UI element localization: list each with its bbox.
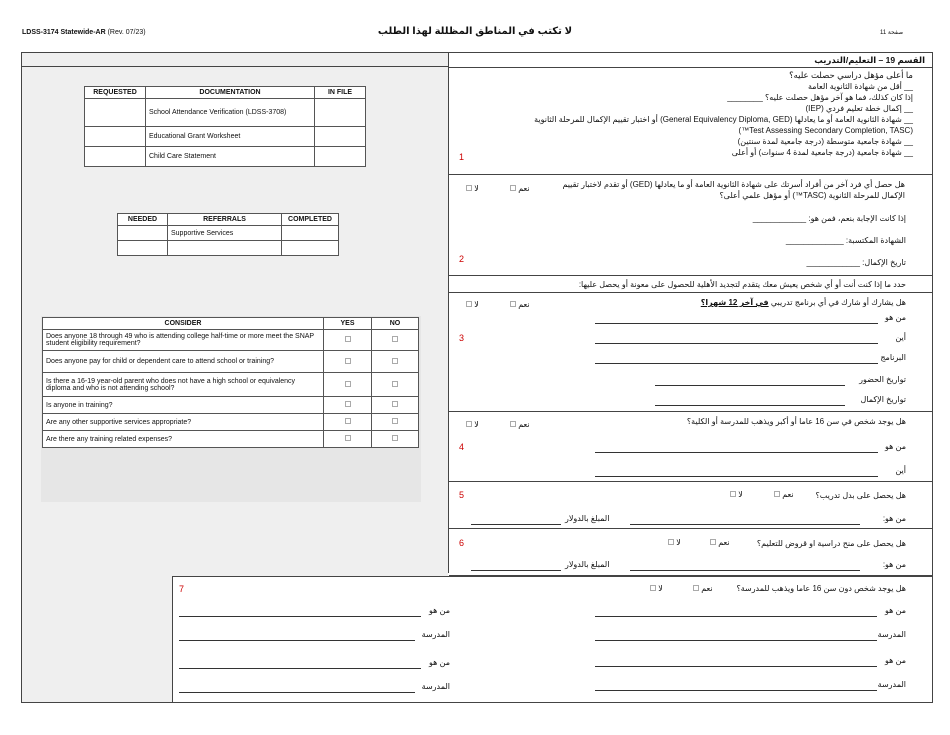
- yes-checkbox[interactable]: [710, 539, 716, 545]
- q7-child1-school-line[interactable]: [595, 640, 877, 641]
- question-number: 4: [459, 442, 465, 452]
- table-row: [118, 226, 339, 241]
- q3-who-line[interactable]: [595, 323, 878, 324]
- q1-text: ما أعلى مؤهل دراسي حصلت عليه؟ __ أقل من شهادة الثانوية العامة إذا كان كذلك، فما هو آخر مؤهل حصلت عليه؟ ________ __ إكمال خطة تعليم فردي (IEP) __ شهادة الثانوية العامة أو ما يعادلها (General Equivalency Diploma, GED) أو اختبار تقييم الإكمال للمرحلة الثانوية (Test Assessing Secondary Completion, TASC™) __ شهادة جامعية متوسطة (درجة جامعية لمدة سنتين) __ شهادة جامعية (درجة جامعية لمدة 4 سنوات) أو أعلى: [470, 70, 913, 158]
- doc-name: Child Care Statement: [146, 147, 315, 167]
- no-checkbox[interactable]: [650, 585, 656, 591]
- consider-table: [42, 317, 419, 448]
- question-number: 3: [459, 333, 465, 343]
- question-6: [449, 529, 933, 576]
- q5-who-line[interactable]: [630, 524, 860, 525]
- no-checkbox[interactable]: [392, 418, 398, 424]
- q2-date-field[interactable]: تاريخ الإكمال: ____________: [806, 258, 906, 267]
- yes-checkbox[interactable]: [345, 401, 351, 407]
- doc-name: School Attendance Verification (LDSS-3708): [146, 99, 315, 127]
- table-row: Are there any training related expenses?: [43, 431, 419, 448]
- table-row: Does anyone 18 through 49 who is attending college half-time or more meet the SNAP student eligibility requirement?: [43, 330, 419, 351]
- q1-option[interactable]: __ شهادة الثانوية العامة أو ما يعادلها (General Equivalency Diploma, GED) أو اختبار تقييم الإكمال للمرحلة الثانوية: [534, 115, 913, 124]
- yes-checkbox[interactable]: [774, 491, 780, 497]
- table-row: [85, 147, 366, 167]
- q7-child4-who-line[interactable]: [179, 668, 421, 669]
- table-row: [85, 99, 366, 127]
- referrals-table: [117, 213, 339, 256]
- question-number: 1: [459, 152, 465, 162]
- section-title: القسم 19 – التعليم/التدريب: [449, 53, 933, 68]
- question-number: 7: [179, 584, 185, 594]
- col-documentation: DOCUMENTATION: [146, 87, 315, 99]
- page-number: صفحة 11: [880, 30, 904, 36]
- q5-text: هل يحصل على بدل تدريب؟: [815, 491, 906, 500]
- referral-name: Supportive Services: [168, 226, 282, 241]
- q7-child4-school-line[interactable]: [179, 692, 415, 693]
- no-checkbox[interactable]: [392, 358, 398, 364]
- no-checkbox[interactable]: [466, 421, 472, 427]
- q4-text: هل يوجد شخص في سن 16 عاما أو أكبر ويذهب للمدرسة أو الكلية؟: [686, 417, 906, 426]
- col-completed: COMPLETED: [282, 214, 339, 226]
- table-row: Does anyone pay for child or dependent care to attend school or training?: [43, 351, 419, 373]
- form-id: LDSS-3174 Statewide-AR (Rev. 07/23): [22, 29, 146, 36]
- q1-option[interactable]: __ إكمال خطة تعليم فردي (IEP): [805, 104, 913, 113]
- q6-text: هل يحصل على منح دراسية او قروض للتعليم؟: [756, 539, 906, 548]
- no-checkbox[interactable]: [392, 336, 398, 342]
- table-row: [85, 127, 366, 147]
- table-row: [118, 241, 339, 256]
- no-checkbox[interactable]: [392, 401, 398, 407]
- table-row: Is anyone in training?: [43, 397, 419, 414]
- q1-option[interactable]: __ شهادة جامعية متوسطة (درجة جامعية لمدة سنتين): [737, 137, 913, 146]
- q3-attendance-line[interactable]: [655, 385, 845, 386]
- q3-completion-line[interactable]: [655, 405, 845, 406]
- q3-text: هل يشارك أو شارك في أي برنامج تدريبي في آخر 12 شهرا؟: [700, 298, 906, 307]
- q1-option[interactable]: إذا كان كذلك، فما هو آخر مؤهل حصلت عليه؟ ________: [727, 93, 913, 102]
- revision: (Rev. 07/23): [107, 29, 146, 36]
- q3-program-line[interactable]: [595, 363, 878, 364]
- q1-option[interactable]: __ أقل من شهادة الثانوية العامة: [808, 82, 913, 91]
- yes-checkbox[interactable]: [345, 418, 351, 424]
- no-checkbox[interactable]: [466, 301, 472, 307]
- yes-checkbox[interactable]: [510, 421, 516, 427]
- q6-who-line[interactable]: [630, 570, 860, 571]
- col-needed: NEEDED: [118, 214, 168, 226]
- instruction-text: حدد ما إذا كنت أنت أو أي شخص يعيش معك يتقدم لتجديد الأهلية للحصول على معونة أو يحصل عليها:: [578, 280, 906, 289]
- yes-checkbox[interactable]: [345, 435, 351, 441]
- col-no: NO: [372, 318, 419, 330]
- col-yes: YES: [324, 318, 372, 330]
- shaded-area-notice: لا تكتب في المناطق المظللة لهذا الطلب: [377, 26, 573, 37]
- table-row: Are any other supportive services appropriate?: [43, 414, 419, 431]
- q3-where-line[interactable]: [595, 343, 878, 344]
- table-row: Is there a 16-19 year-old parent who does not have a high school or equivalency diploma and who is not attending school?: [43, 373, 419, 397]
- question-number: 2: [459, 254, 465, 264]
- col-referrals: REFERRALS: [168, 214, 282, 226]
- q4-where-line[interactable]: [595, 476, 878, 477]
- no-checkbox[interactable]: [668, 539, 674, 545]
- q5-amount-line[interactable]: [471, 524, 561, 525]
- question-number: 6: [459, 538, 465, 548]
- yes-checkbox[interactable]: [510, 301, 516, 307]
- no-checkbox[interactable]: [392, 381, 398, 387]
- no-checkbox[interactable]: [466, 185, 472, 191]
- col-consider: CONSIDER: [43, 318, 324, 330]
- doc-name: Educational Grant Worksheet: [146, 127, 315, 147]
- q2-text: هل حصل أي فرد آخر من أفراد أسرتك على شهادة الثانوية العامة أو ما يعادلها (GED) أو تقدم لاختبار تقييم الإكمال للمرحلة الثانوية (TASC™) أو مؤهل علمي أعلى؟: [562, 180, 905, 200]
- yes-checkbox[interactable]: [693, 585, 699, 591]
- yes-checkbox[interactable]: [345, 358, 351, 364]
- q4-who-line[interactable]: [595, 452, 878, 453]
- no-checkbox[interactable]: [392, 435, 398, 441]
- no-checkbox[interactable]: [730, 491, 736, 497]
- q6-amount-line[interactable]: [471, 570, 561, 571]
- q7-child2-who-line[interactable]: [595, 666, 877, 667]
- yes-checkbox[interactable]: [510, 185, 516, 191]
- col-in-file: IN FILE: [315, 87, 366, 99]
- q7-child3-who-line[interactable]: [179, 616, 421, 617]
- question-number: 5: [459, 490, 465, 500]
- q2-who-field[interactable]: إذا كانت الإجابة بنعم، فمن هو: ____________: [752, 214, 906, 223]
- q2-degree-field[interactable]: الشهادة المكتسبة: _____________: [785, 236, 906, 245]
- q7-child1-who-line[interactable]: [595, 616, 877, 617]
- yes-checkbox[interactable]: [345, 381, 351, 387]
- col-requested: REQUESTED: [85, 87, 146, 99]
- q7-child2-school-line[interactable]: [595, 690, 877, 691]
- q7-child3-school-line[interactable]: [179, 640, 415, 641]
- yes-checkbox[interactable]: [345, 336, 351, 342]
- documentation-table: [84, 86, 366, 167]
- q7-text: هل يوجد شخص دون سن 16 عاما ويذهب للمدرسة؟: [736, 584, 906, 593]
- q1-option[interactable]: __ شهادة جامعية (درجة جامعية لمدة 4 سنوات) أو أعلى: [731, 148, 913, 157]
